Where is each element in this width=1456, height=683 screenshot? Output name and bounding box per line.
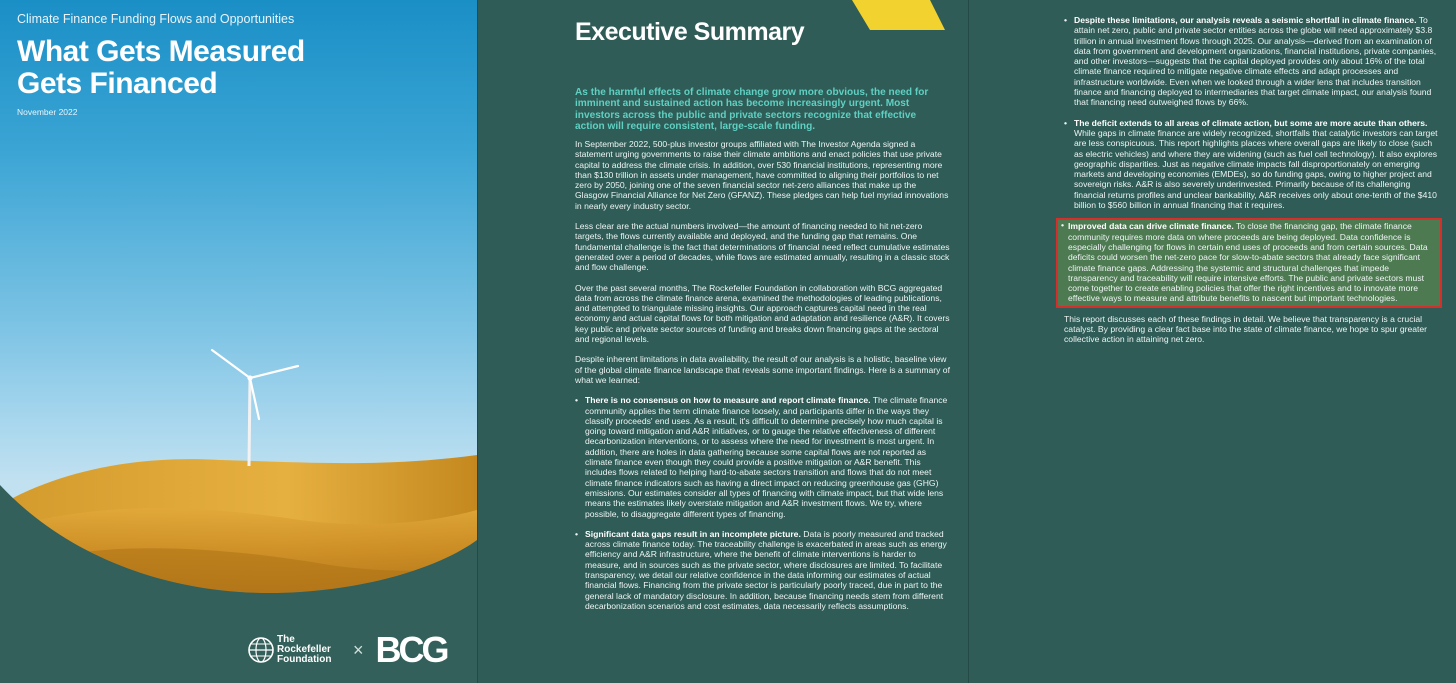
- finding-text: While gaps in climate finance are widely recognized, shortfalls that catalytic investors can target are less conspicuous. This report highlights places where overall gaps are likely to close (such as electric vehicles) and where they are widening (such as fuel cell technology). It also explores geographic disparities. Just as negative climate impacts fall disproportionately on emerging markets and developing economies (EMDEs), so do funding gaps, owing to higher project and sovereign risks. A&R is also severely underinvested. Primarily because of its challenging financial returns profiles and unclear bankability, A&R receives only about one-tenth of the $410 billion to $560 billion in annual financing that it requires.: [1074, 127, 1438, 211]
- bullet-dot: •: [1061, 220, 1065, 231]
- bullet-dot: •: [1064, 117, 1068, 128]
- summary-body-right: [1061, 15, 1442, 355]
- finding-text: Data is poorly measured and tracked across climate finance today. The traceability challenge is exacerbated in areas such as energy efficiency and A&R infrastructure, where the benefit of climate interventions is harder to measure, and in sources such as the private sector, where disclosures are limited. To facilitate transparency, we detail our relative confidence in the data informing our estimates of actual financial flows. Financing from the private sector is particularly poorly traced, due in part to the general lack of mandatory disclosure. In addition, because financing needs stem from different decarbonization scenarios and cost estimates, data necessarily reflects assumptions.: [585, 528, 947, 611]
- finding-heading: Significant data gaps result in an incomplete picture.: [585, 528, 801, 539]
- cover-title: [17, 36, 417, 100]
- bullet-dot: •: [575, 395, 579, 406]
- executive-summary-title: Executive Summary: [575, 18, 805, 46]
- finding-bullet: [575, 395, 950, 519]
- finding-text: The climate finance community applies the term climate finance loosely, and participants differ in the ways they classify proceeds' end uses. As a result, it's difficult to determine precisely how much capital is going toward mitigation and A&R initiatives, or to gauge the relative effectiveness of different decarbonization interventions, or to assess where the need for investment is most urgent. In addition, there are holes in data gathering because some capital flows are not reported as climate finance even though they could provide a positive mitigation or A&R benefit. This includes flows related to helping hard-to-abate sectors transition and flows that do not meet climate finance indicators such as having a direct impact on reducing greenhouse gas (GHG) emissions. Our estimates consider all types of financing with climate impact, but that wide lens means the estimates likely overstate mitigation and A&R investment flows. We try, where possible, to disaggregate different types of financing.: [585, 395, 948, 519]
- finding-bullet: [1064, 15, 1442, 108]
- bcg-logo: BCG: [375, 629, 447, 670]
- executive-summary-continued-page: [969, 0, 1456, 683]
- closing-paragraph: This report discusses each of these findings in detail. We believe that transparency is a crucial catalyst. By providing a clear fact base into the state of climate finance, we hope to spur greater collective action in attaining net zero.: [1064, 313, 1428, 345]
- paragraph: In September 2022, 500-plus investor groups affiliated with The Investor Agenda signed a statement urging governments to raise their climate ambitions and enact policies that use private capital to address the climate crisis. In addition, over 530 financial institutions, representing more than $130 trillion in assets under management, have committed to aligning their portfolios to net zero by 2050, joining one of the seven financial sector net-zero alliances that make up the Glasgow Financial Alliance for Net Zero (GFANZ). These pledges can help fuel myriad innovations in nearly every industry sector.: [575, 139, 949, 211]
- paragraph: Less clear are the actual numbers involved—the amount of financing needed to hit net-zero targets, the flows currently available and deployed, and the funding gap that remains. One fundamental challenge is the fact that determinations of financial need reflect cumulative estimates generated over a period of decades, while flows are estimated annually, resulting in a classic stock and flow challenge.: [575, 221, 950, 273]
- finding-text: To attain net zero, public and private sector entities across the globe will need approximately $3.8 trillion in annual investment flows through 2025. Our analysis—derived from an examination of data from government and development organizations, financial institutions, private companies, and other investors—suggests that the capital deployed provides only about 16% of the total climate finance required to mitigate negative climate effects and adapt processes and infrastructure worldwide. Even when we looked through a wider lens that includes transition finance and financing deployed to intermediaries that target climate impact, our analysis found that financing need outweighed flows by 66%.: [1074, 15, 1437, 108]
- paragraph: Over the past several months, The Rockefeller Foundation in collaboration with BCG aggregated data from across the climate finance arena, examined the methodologies of leading publications, and attempted to triangulate missing insights. Our approach captures capital need in the real economy and actual capital flows for both mitigation and adaptation and resilience (A&R). It covers key public and private sector sources of funding and breaks down financing gaps at the sectoral and regional levels.: [575, 282, 950, 345]
- cover-title-line1: What Gets Measured: [17, 35, 305, 68]
- cover-page: [0, 0, 477, 683]
- times-separator: ×: [353, 639, 364, 660]
- finding-text: To close the financing gap, the climate finance community requires more data on where proceeds are being deployed. Data confidence is especially challenging for flows in certain end uses of proceeds and from certain sources. Data deficits could worsen the net-zero pace for slow-to-abate sectors that already face significant climate finance gaps. Addressing the systemic and structural challenges that impede transparency and traceability will require intensive efforts. The public and private sectors must come together to create enabling policies that offer the right incentives and to innovate more effective ways to measure and attribute benefits to nascent but important technologies.: [1068, 221, 1428, 304]
- finding-heading: Improved data can drive climate finance.: [1068, 221, 1234, 232]
- rockefeller-logo-text: [277, 635, 339, 665]
- partner-logos: [248, 629, 447, 670]
- rockefeller-globe-icon: [248, 637, 274, 663]
- finding-heading: Despite these limitations, our analysis reveals a seismic shortfall in climate finance.: [1074, 15, 1417, 25]
- cover-date: November 2022: [17, 107, 78, 117]
- cover-title-line2: Gets Financed: [17, 67, 218, 100]
- finding-heading: The deficit extends to all areas of climate action, but some are more acute than others.: [1074, 117, 1428, 128]
- bullet-dot: •: [1064, 15, 1068, 25]
- finding-bullet: [1064, 118, 1442, 211]
- logo-rf-line2: Rockefeller: [277, 644, 331, 655]
- finding-heading: There is no consensus on how to measure and report climate finance.: [585, 395, 871, 406]
- cover-kicker: Climate Finance Funding Flows and Opportunities: [17, 12, 295, 26]
- logo-rf-line1: The: [277, 634, 295, 645]
- finding-bullet: [575, 529, 950, 611]
- paragraph: Despite inherent limitations in data availability, the result of our analysis is a holistic, baseline view of the global climate finance landscape that reveals some important findings. Here is a summary of what we learned:: [575, 354, 950, 385]
- highlighted-finding-bullet[interactable]: [1058, 220, 1440, 305]
- logo-rf-line3: Foundation: [277, 654, 332, 665]
- yellow-accent-shape: [852, 0, 947, 30]
- summary-body-left: [575, 139, 950, 621]
- summary-lead: As the harmful effects of climate change grow more obvious, the need for imminent and sustained action has become increasingly urgent. Most investors across the public and private sectors recognize that effective action will require consistent, large-scale funding.: [575, 87, 929, 133]
- bullet-dot: •: [575, 528, 579, 539]
